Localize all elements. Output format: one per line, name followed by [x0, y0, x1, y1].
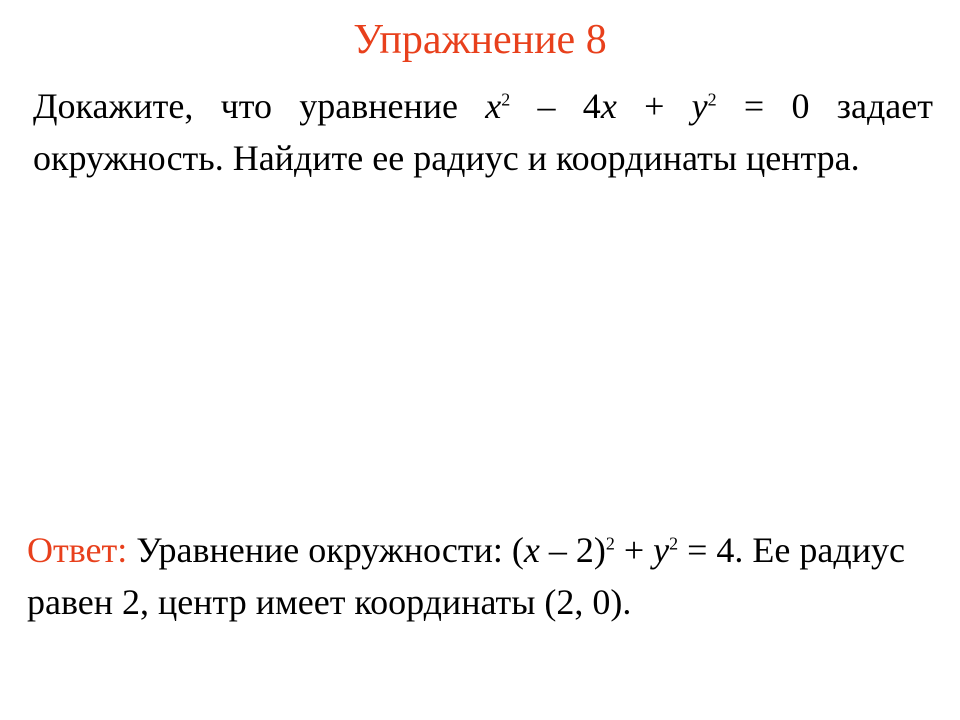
slide-title: Упражнение 8: [353, 17, 607, 63]
problem-minus: – 4: [510, 86, 601, 126]
answer-rest: = 4. Ее радиус равен 2, центр имеет координаты (2, 0).: [27, 530, 905, 622]
variable-x: x: [600, 86, 617, 126]
exponent: 2: [707, 89, 717, 110]
answer-plus: +: [614, 530, 654, 570]
exponent: 2: [605, 533, 615, 554]
problem-statement: [33, 80, 933, 184]
answer-label: Ответ:: [27, 530, 128, 570]
answer-text-start: Уравнение окружности: (: [127, 530, 524, 570]
exponent: 2: [501, 89, 511, 110]
answer-minus-two: – 2): [539, 530, 606, 570]
variable-x: x: [523, 530, 540, 570]
variable-y: y: [653, 530, 670, 570]
problem-rest: = 0 задает окружность. Найдите ее радиус и координаты центра.: [33, 86, 933, 178]
problem-intro: Докажите, что уравнение: [33, 86, 486, 126]
answer-block: [27, 524, 937, 628]
variable-x: x: [485, 86, 502, 126]
variable-y: y: [691, 86, 708, 126]
exponent: 2: [669, 533, 679, 554]
problem-plus: +: [616, 86, 692, 126]
